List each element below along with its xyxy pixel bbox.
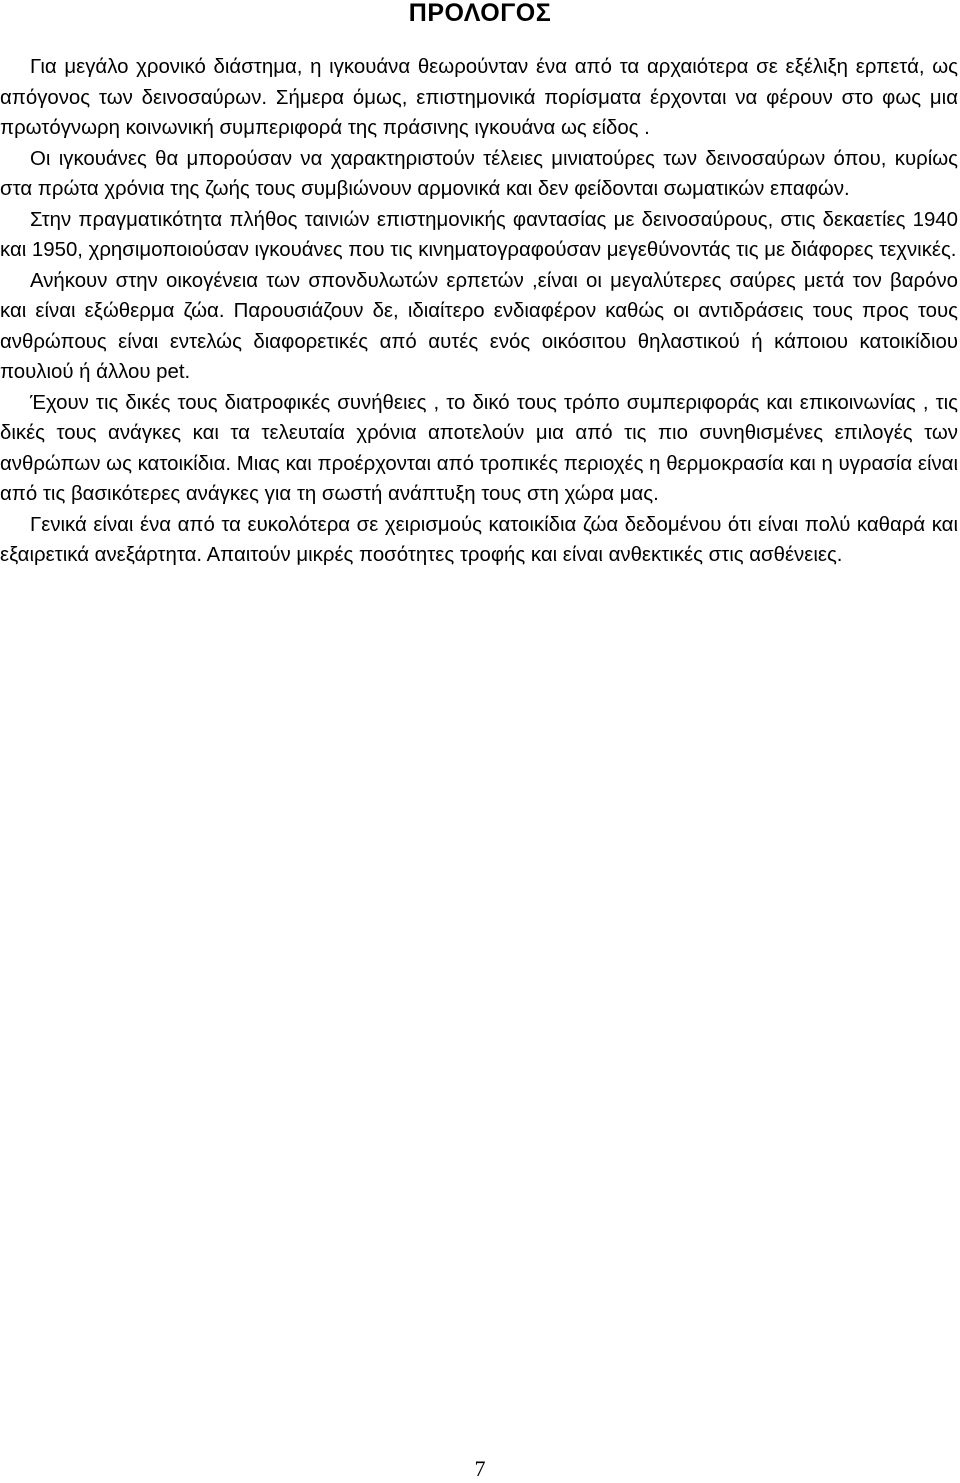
page-title: ΠΡΟΛΟΓΟΣ: [408, 0, 552, 27]
paragraph-2: Οι ιγκουάνες θα μπορούσαν να χαρακτηριστούν τέλειες μινιατούρες των δεινοσαύρων όπου, κυρίως στα πρώτα χρόνια της ζωής τους συμβιώνουν αρμονικά και δεν φείδονται σωματικών επαφών.: [0, 147, 958, 200]
paragraph-4: Ανήκουν στην οικογένεια των σπονδυλωτών ερπετών ,είναι οι μεγαλύτερες σαύρες μετά τον βαρόνο και είναι εξώθερμα ζώα. Παρουσιάζουν δε, ιδιαίτερο ενδιαφέρον καθώς οι αντιδράσεις τους προς τους ανθρώπους είναι εντελώς διαφορετικές από αυτές ενός οικόσιτου θηλαστικού ή κάποιου κατοικίδιου πουλιού ή άλλου pet.: [0, 269, 958, 383]
paragraph-6: Γενικά είναι ένα από τα ευκολότερα σε χειρισμούς κατοικίδια ζώα δεδομένου ότι είναι πολύ καθαρά και εξαιρετικά ανεξάρτητα. Απαιτούν μικρές ποσότητες τροφής και είναι ανθεκτικές στις ασθένειες.: [0, 513, 958, 566]
paragraph-1: Για μεγάλο χρονικό διάστημα, η ιγκουάνα θεωρούνταν ένα από τα αρχαιότερα σε εξέλιξη ερπετά, ως απόγονος των δεινοσαύρων. Σήμερα όμως, επιστημονικά πορίσματα έρχονται να φέρουν στο φως μια πρωτόγνωρη κοινωνική συμπεριφορά της πράσινης ιγκουάνα ως είδος .: [0, 56, 958, 139]
paragraph-5: Έχουν τις δικές τους διατροφικές συνήθειες , το δικό τους τρόπο συμπεριφοράς και επικοινωνίας , τις δικές τους ανάγκες και τα τελευταία χρόνια αποτελούν μια από τις πιο συνηθισμένες επιλογές των ανθρώπων ως κατοικίδια. Μιας και προέρχονται από τροπικές περιοχές η θερμοκρασία και η υγρασία είναι από τις βασικότερες ανάγκες για τη σωστή ανάπτυξη τους στη χώρα μας.: [0, 391, 958, 505]
document-body: [0, 52, 958, 571]
paragraph-3: Στην πραγματικότητα πλήθος ταινιών επιστημονικής φαντασίας με δεινοσαύρους, στις δεκαετίες 1940 και 1950, χρησιμοποιούσαν ιγκουάνες που τις κινηματογραφούσαν μεγεθύνοντάς τις με διάφορες τεχνικές.: [0, 208, 958, 261]
page-number: 7: [474, 1456, 486, 1481]
